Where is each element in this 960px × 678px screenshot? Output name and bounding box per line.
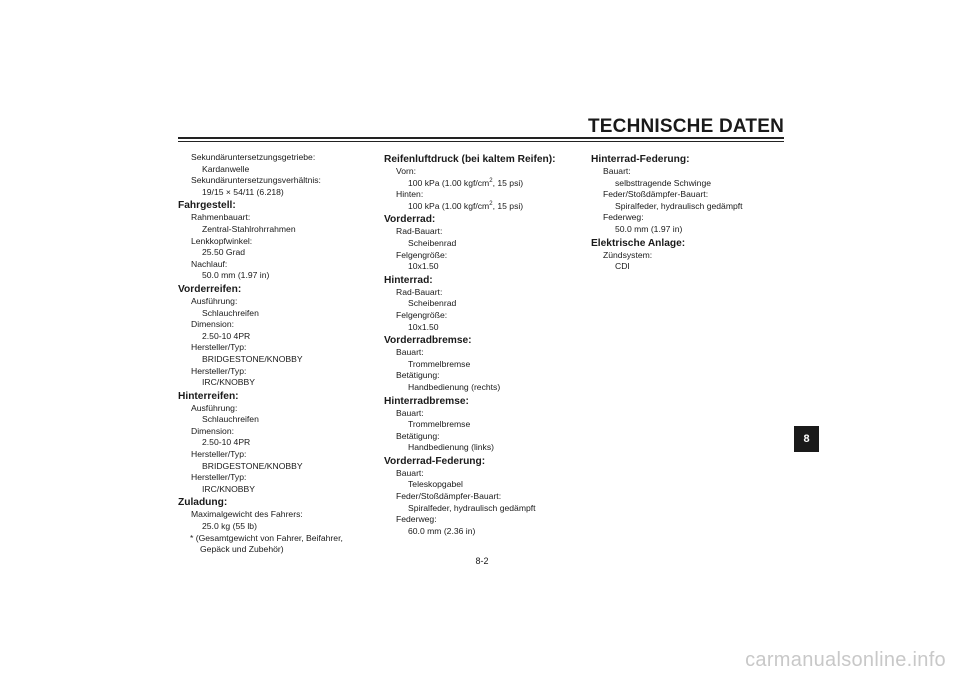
superscript: 2 [489, 200, 493, 207]
spec-value: 10x1.50 [408, 321, 439, 332]
spec-value: BRIDGESTONE/KNOBBY [202, 353, 303, 364]
spec-label: Federweg: [396, 514, 437, 525]
spec-label: Bauart: [396, 347, 424, 358]
section-heading-loading: Zuladung: [178, 497, 228, 509]
spec-value: Trommelbremse [408, 419, 471, 430]
page-title: TECHNISCHE DATEN [587, 116, 784, 137]
spec-label: Feder/Stoßdämpfer-Bauart: [603, 189, 709, 200]
spec-value: 25.50 Grad [202, 247, 245, 258]
spec-label: Hersteller/Typ: [191, 365, 247, 376]
spec-label: Rad-Bauart: [396, 226, 443, 237]
section-heading-tire-pressure: Reifenluftdruck (bei kaltem Reifen): [384, 154, 556, 165]
spec-label: Maximalgewicht des Fahrers: [191, 509, 303, 520]
footnote: * (Gesamtgewicht von Fahrer, Beifahrer, [190, 532, 343, 543]
title-rule-thin [178, 141, 784, 142]
spec-value: 19/15 × 54/11 (6.218) [202, 186, 284, 197]
spec-value: CDI [615, 261, 630, 272]
spec-label: Rahmenbauart: [191, 212, 251, 223]
section-heading-front-wheel: Vorderrad: [384, 214, 436, 226]
spec-label: Hersteller/Typ: [191, 472, 247, 483]
spec-label: Dimension: [191, 319, 234, 330]
spec-label: Felgengröße: [396, 249, 448, 260]
spec-label: Betätigung: [396, 370, 440, 381]
spec-value: Spiralfeder, hydraulisch gedämpft [615, 200, 743, 211]
chapter-tab[interactable]: 8 [794, 426, 819, 452]
spec-label: Sekundäruntersetzungsgetriebe: [191, 152, 316, 162]
spec-label: Hersteller/Typ: [191, 342, 247, 353]
spec-value: 25.0 kg (55 lb) [202, 521, 257, 532]
watermark: carmanualsonline.info [745, 649, 946, 671]
spec-label: Rad-Bauart: [396, 286, 443, 297]
spec-column-3 [591, 152, 786, 273]
spec-value: selbsttragende Schwinge [615, 177, 712, 188]
spec-value: Schlauchreifen [202, 307, 259, 318]
spec-label: Vorn: [396, 166, 417, 176]
spec-label: Bauart: [396, 467, 424, 478]
spec-value [384, 178, 579, 190]
section-heading-chassis: Fahrgestell: [178, 200, 236, 212]
spec-value: 2.50-10 4PR [202, 330, 251, 341]
spec-label: Feder/Stoßdämpfer-Bauart: [396, 491, 502, 502]
spec-value: Kardanwelle [202, 163, 250, 174]
spec-value: 10x1.50 [408, 261, 439, 272]
spec-label: Ausführung: [191, 402, 238, 413]
spec-value: Teleskopgabel [408, 479, 463, 490]
spec-value-part: 100 kPa (1.00 kgf/cm [408, 200, 490, 211]
section-heading-front-brake: Vorderradbremse: [384, 335, 472, 347]
section-heading-front-tire: Vorderreifen: [178, 283, 242, 295]
spec-value-part: , 15 psi) [492, 200, 524, 211]
spec-value: Scheibenrad [408, 298, 457, 309]
spec-value: Scheibenrad [408, 237, 457, 248]
spec-value: 60.0 mm (2.36 in) [408, 525, 476, 536]
spec-value-part: , 15 psi) [492, 177, 524, 188]
spec-label: Hersteller/Typ: [191, 449, 247, 460]
section-heading-rear-wheel: Hinterrad: [384, 274, 433, 286]
spec-value: Handbedienung (links) [408, 442, 494, 453]
spec-value: BRIDGESTONE/KNOBBY [202, 460, 303, 471]
spec-label: Lenkkopfwinkel: [191, 235, 253, 246]
page-number: 8-2 [475, 556, 489, 566]
spec-value [384, 201, 579, 213]
spec-label: Sekundäruntersetzungsverhältnis: [191, 175, 321, 186]
spec-value-part: 100 kPa (1.00 kgf/cm [408, 177, 490, 188]
spec-value: Zentral-Stahlrohrrahmen [202, 223, 296, 234]
spec-value: IRC/KNOBBY [202, 377, 256, 388]
spec-label: Dimension: [191, 425, 234, 436]
section-heading-rear-tire: Hinterreifen: [178, 390, 239, 402]
spec-label: Hinten: [396, 189, 424, 200]
section-heading-electrical: Elektrische Anlage: [591, 237, 686, 249]
spec-label: Bauart: [396, 407, 424, 418]
spec-label: Ausführung: [191, 295, 238, 306]
spec-value: Handbedienung (rechts) [408, 381, 501, 392]
spec-value: 50.0 mm (1.97 in) [202, 270, 270, 281]
spec-column-1 [178, 152, 373, 556]
title-rule [178, 137, 784, 139]
spec-value: Spiralfeder, hydraulisch gedämpft [408, 502, 536, 513]
spec-value: 50.0 mm (1.97 in) [615, 223, 683, 234]
spec-label: Betätigung: [396, 430, 440, 441]
spec-label: Bauart: [603, 166, 631, 176]
spec-label: Federweg: [603, 212, 644, 223]
spec-label: Felgengröße: [396, 309, 448, 320]
section-heading-front-suspension: Vorderrad-Federung: [384, 455, 486, 467]
footnote-continued: Gepäck und Zubehör) [200, 544, 284, 555]
section-heading-rear-suspension: Hinterrad-Federung: [591, 154, 690, 165]
superscript: 2 [489, 177, 493, 184]
spec-label: Nachlauf: [191, 258, 228, 269]
spec-value: Schlauchreifen [202, 414, 259, 425]
spec-value: 2.50-10 4PR [202, 437, 251, 448]
spec-column-2 [384, 152, 579, 537]
spec-value: Trommelbremse [408, 358, 471, 369]
spec-value: IRC/KNOBBY [202, 483, 256, 494]
section-heading-rear-brake: Hinterradbremse: [384, 395, 469, 407]
spec-label: Zündsystem: [603, 249, 653, 260]
